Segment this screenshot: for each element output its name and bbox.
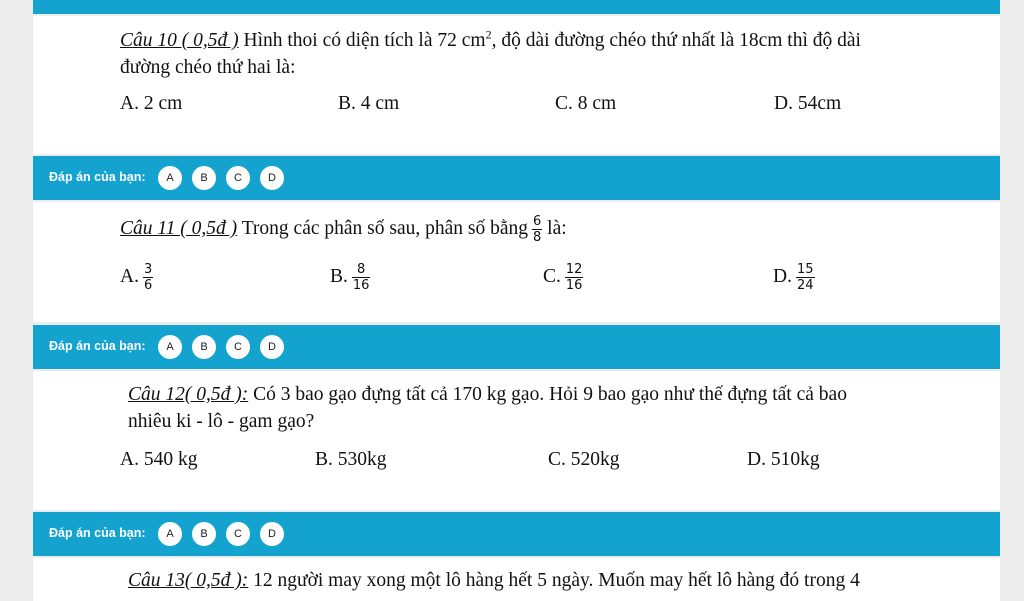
q11-option-a: A. $\frac{3}{6}$ — [120, 262, 153, 293]
answer-bar-q12 — [33, 512, 1000, 556]
answer-choice-b[interactable]: B — [192, 166, 216, 190]
answer-choice-d[interactable]: D — [260, 522, 284, 546]
answer-choice-c[interactable]: C — [226, 166, 250, 190]
question-13-label: Câu 13( 0,5đ ): — [128, 570, 249, 591]
answer-choice-a[interactable]: A — [158, 335, 182, 359]
question-11-text: Câu 11 ( 0,5đ ) Trong các phân số sau, phân số bằng $\frac{6}{8}$ là: — [120, 214, 567, 245]
fraction-6-8: $\frac{6}{8}$ — [533, 214, 542, 245]
answer-choice-c[interactable]: C — [226, 335, 250, 359]
answer-choice-a[interactable]: A — [158, 522, 182, 546]
q12-option-a: A. 540 kg — [120, 449, 198, 470]
question-10-label: Câu 10 ( 0,5đ ) — [120, 30, 239, 51]
answer-choice-d[interactable]: D — [260, 335, 284, 359]
q12-option-c: C. 520kg — [548, 449, 620, 470]
q11-option-b: B. $\frac{8}{16}$ — [330, 262, 370, 293]
question-11-label: Câu 11 ( 0,5đ ) — [120, 217, 238, 239]
question-12-label: Câu 12( 0,5đ ): — [128, 384, 249, 405]
answer-label: Đáp án của bạn: — [49, 170, 146, 184]
answer-choice-b[interactable]: B — [192, 335, 216, 359]
answer-choice-d[interactable]: D — [260, 166, 284, 190]
top-answer-bar-edge — [33, 0, 1000, 14]
answer-choice-c[interactable]: C — [226, 522, 250, 546]
question-13-text: Câu 13( 0,5đ ): 12 người may xong một lô hàng hết 5 ngày. Muốn may hết lô hàng đó trong 4 — [128, 570, 860, 591]
q11-option-d: D. $\frac{15}{24}$ — [773, 262, 814, 293]
q12-option-d: D. 510kg — [747, 449, 820, 470]
answer-choice-a[interactable]: A — [158, 166, 182, 190]
q10-option-b: B. 4 cm — [338, 93, 400, 114]
answer-choice-b[interactable]: B — [192, 522, 216, 546]
q11-option-c: C. $\frac{12}{16}$ — [543, 262, 583, 293]
answer-bar-q10 — [33, 156, 1000, 200]
answer-label: Đáp án của bạn: — [49, 526, 146, 540]
answer-label: Đáp án của bạn: — [49, 339, 146, 353]
q10-option-a: A. 2 cm — [120, 93, 183, 114]
answer-bar-q11 — [33, 325, 1000, 369]
question-12-text: Câu 12( 0,5đ ): Có 3 bao gạo đựng tất cả 170 kg gạo. Hỏi 9 bao gạo như thế đựng tất cả bao nhiêu ki - lô - gam gạo? — [128, 384, 847, 432]
q12-option-b: B. 530kg — [315, 449, 387, 470]
q10-option-c: C. 8 cm — [555, 93, 617, 114]
question-10-text: Câu 10 ( 0,5đ ) Hình thoi có diện tích là 72 $cm^2$, độ dài đường chéo thứ nhất là 18cm thì độ dài đường chéo thứ hai là: — [120, 27, 861, 78]
q10-option-d: D. 54cm — [774, 93, 842, 114]
